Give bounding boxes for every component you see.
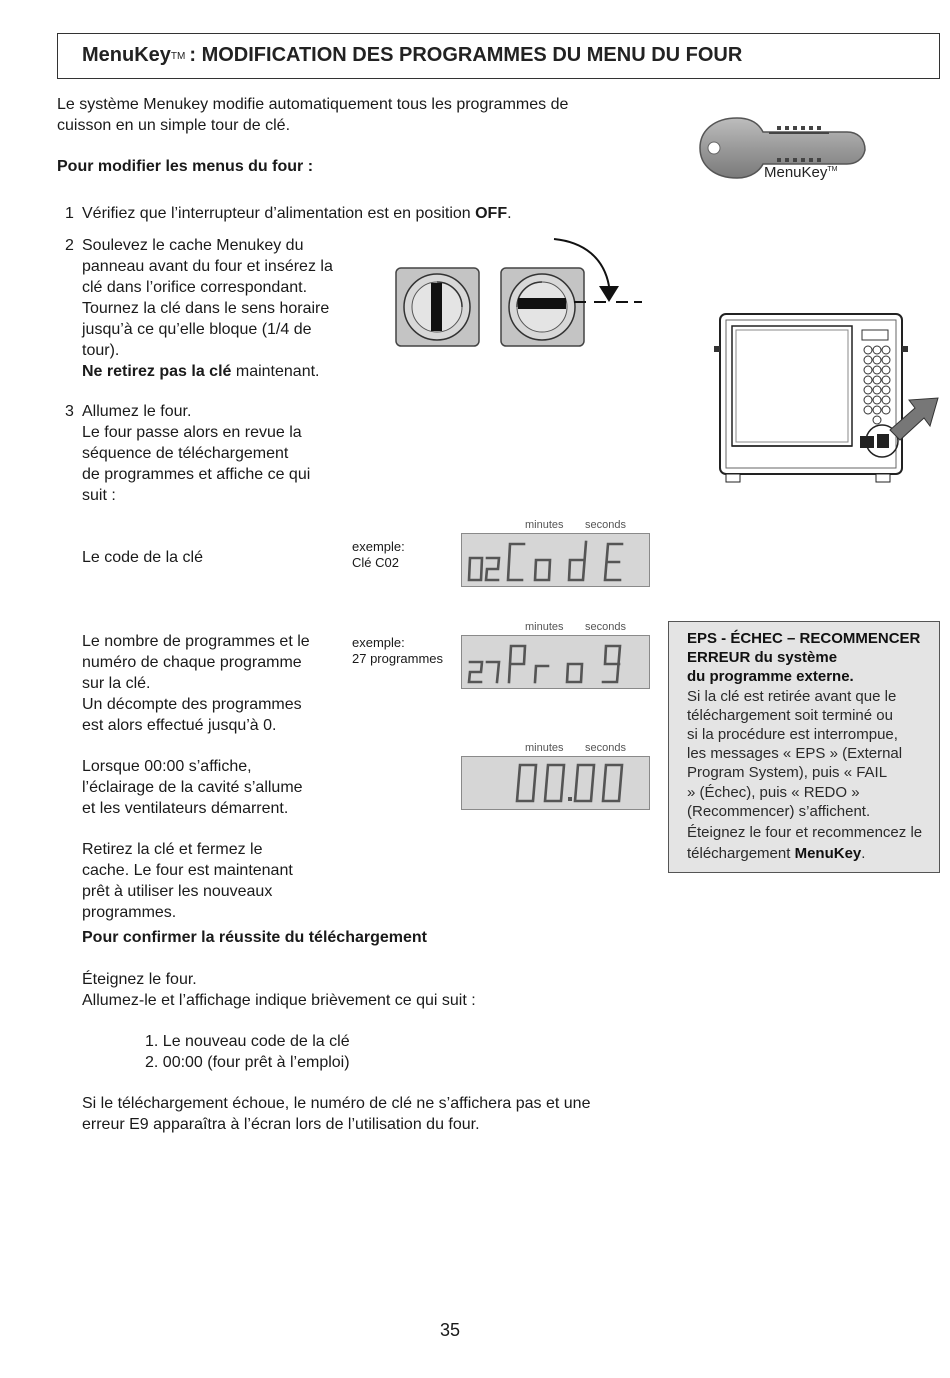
step-number: 2 — [65, 237, 74, 254]
lcd-display-programs — [461, 635, 650, 689]
seconds-label: seconds — [585, 742, 626, 754]
key-logo-label: MenuKey™ — [764, 164, 838, 181]
eps-heading: EPS - ÉCHEC – RECOMMENCER — [687, 630, 921, 647]
page-number: 35 — [439, 1320, 461, 1340]
seconds-label: seconds — [585, 621, 626, 633]
confirm-paragraph: Éteignez le four. Allumez-le et l’affichage indique brièvement ce qui suit : — [82, 971, 476, 1009]
failure-paragraph: Si le téléchargement échoue, le numéro de clé ne s’affichera pas et une erreur E9 apparaîtra à l’écran lors de l’utilisation du four. — [82, 1095, 591, 1133]
subheading: Pour modifier les menus du four : — [57, 158, 314, 175]
trademark: TM — [170, 51, 186, 62]
minutes-label: minutes — [525, 621, 564, 633]
seconds-label: seconds — [585, 519, 626, 531]
step-number: 1 — [65, 205, 74, 222]
lcd-display-ready — [461, 756, 650, 810]
key-icon — [697, 112, 872, 187]
minutes-label: minutes — [525, 519, 564, 531]
intro-line: Le système Menukey modifie automatiquement tous les programmes de — [57, 96, 569, 113]
confirm-heading: Pour confirmer la réussite du téléchargement — [82, 929, 427, 946]
key-switch-illustration — [394, 236, 644, 351]
step-2-text: Soulevez le cache Menukey du panneau avant du four et insérez la clé dans l’orifice correspondant. Tournez la clé dans le sens horaire jusqu’à ce qu’elle bloque (1/4 de tour). Ne retirez pas la clé maintenant. — [82, 237, 333, 380]
display-1-example: exemple: Clé C02 — [352, 539, 405, 570]
display-3-description: Lorsque 00:00 s’affiche, l’éclairage de la cavité s’allume et les ventilateurs démarrent. — [82, 758, 303, 817]
remove-key-paragraph: Retirez la clé et fermez le cache. Le four est maintenant prêt à utiliser les nouveaux programmes. — [82, 841, 293, 921]
step-number: 3 — [65, 403, 74, 420]
display-1-description: Le code de la clé — [82, 549, 203, 566]
title-rest: : MODIFICATION DES PROGRAMMES DU MENU DU FOUR — [189, 44, 743, 66]
title-box — [57, 33, 940, 79]
step-1-text: Vérifiez que l’interrupteur d’alimentation est en position OFF. — [82, 205, 512, 222]
step-3-text: Allumez le four. Le four passe alors en revue la séquence de téléchargement de programmes et affiche ce qui suit : — [82, 403, 311, 504]
display-2-example: exemple: 27 programmes — [352, 635, 444, 666]
display-2-description: Le nombre de programmes et le numéro de chaque programme sur la clé. Un décompte des programmes est alors effectué jusqu’à 0. — [82, 633, 310, 734]
confirm-list — [145, 1031, 350, 1073]
brand-name: MenuKey — [82, 44, 171, 66]
eps-error-box: EPS - ÉCHEC – RECOMMENCER ERREUR du système du programme externe. Si la clé est retirée avant que le téléchargement soit terminé ou si la procédure est interrompue, les messages « EPS » (External Program System), puis « FAIL » (Échec), puis « REDO » (Recommencer) s’affichent. Éteignez le four et recommencez le téléchargement MenuKey. — [668, 621, 940, 873]
intro-paragraph — [57, 94, 568, 136]
intro-line: cuisson en un simple tour de clé. — [57, 117, 291, 134]
oven-illustration — [710, 300, 945, 490]
minutes-label: minutes — [525, 742, 564, 754]
page-title — [82, 44, 742, 67]
list-item: 2. 00:00 (four prêt à l’emploi) — [145, 1054, 350, 1071]
list-item: 1. Le nouveau code de la clé — [145, 1033, 350, 1050]
lcd-display-code — [461, 533, 650, 587]
